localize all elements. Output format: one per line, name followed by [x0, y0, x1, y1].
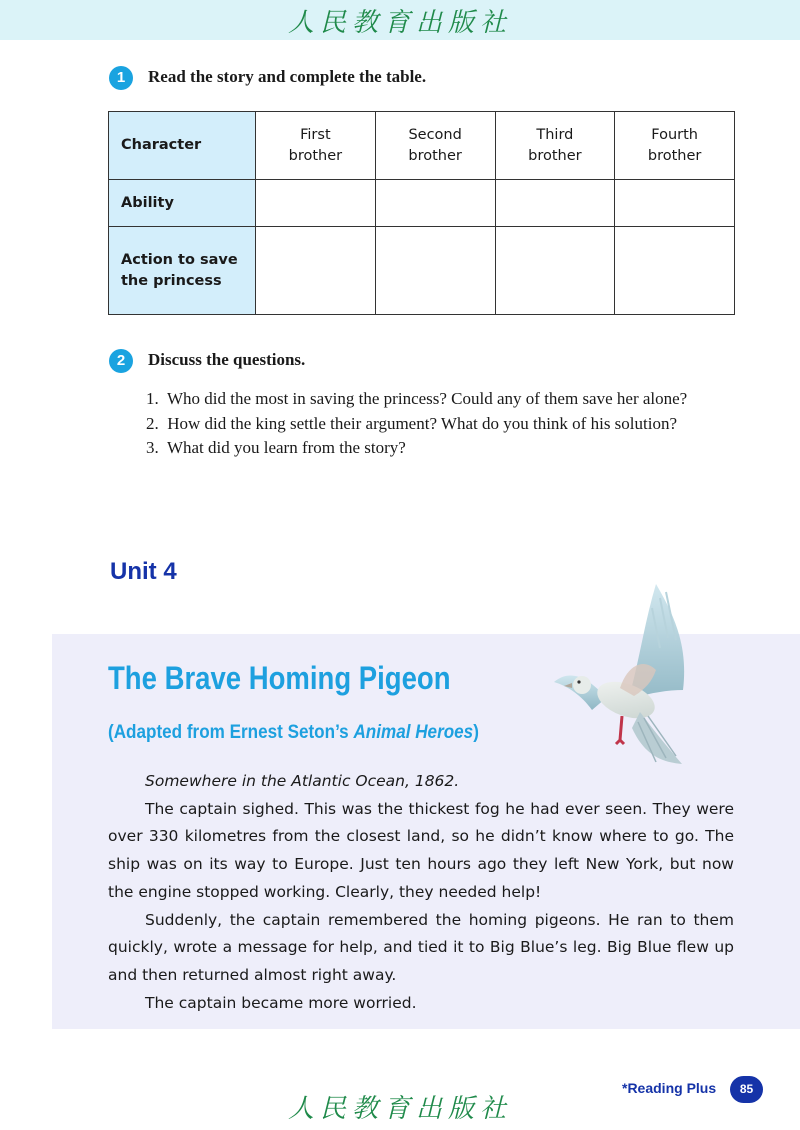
column-label-line: First — [300, 126, 331, 143]
table-header-row — [109, 112, 735, 180]
table-row-header: Ability — [109, 180, 256, 227]
unit-title: Unit 4 — [110, 558, 177, 585]
answer-cell[interactable] — [375, 180, 495, 227]
question-number: 2. — [146, 413, 159, 433]
table-column-header — [495, 112, 615, 180]
activity-instruction: Discuss the questions. — [148, 350, 306, 369]
column-label-line: Second — [408, 126, 462, 143]
question-item — [146, 436, 734, 461]
character-table — [108, 111, 735, 315]
question-text: How did the king settle their argument? What do you think of his solution? — [167, 413, 678, 433]
answer-cell[interactable] — [495, 227, 615, 315]
story-paragraph: The captain sighed. This was the thickest fog he had ever seen. They were over 330 kilometres from the closest land, so he didn’t know where to go. The ship was on its way to Europe. Just ten hours ago they left New York, but now the engine stopped working. Clearly, they needed help! — [108, 799, 734, 901]
answer-cell[interactable] — [495, 180, 615, 227]
column-label-line: Third — [536, 126, 574, 143]
story-subtitle — [108, 722, 479, 744]
question-text: What did you learn from the story? — [166, 438, 406, 457]
column-label-line: brother — [408, 147, 462, 164]
activity-number-badge: 1 — [109, 66, 133, 90]
answer-cell[interactable] — [256, 180, 376, 227]
publisher-logo: 人民教育出版社 — [287, 8, 512, 38]
question-item — [146, 387, 734, 412]
table-row — [109, 180, 735, 227]
question-number: 3. — [146, 438, 159, 457]
table-column-header — [615, 112, 735, 180]
table-row — [109, 227, 735, 315]
column-label-line: brother — [647, 147, 702, 164]
activity-instruction: Read the story and complete the table. — [148, 67, 427, 86]
table-column-header — [256, 112, 376, 180]
story-title: The Brave Homing Pigeon — [108, 660, 451, 696]
column-label-line: Fourth — [651, 126, 698, 143]
activity-number-badge: 2 — [109, 349, 133, 373]
story-paragraph: Suddenly, the captain remembered the homing pigeons. He ran to them quickly, wrote a message for help, and tied it to Big Blue’s leg. Big Blue flew up and then returned almost right away. — [108, 910, 734, 984]
subtitle-work-title: Animal Heroes — [353, 722, 474, 743]
answer-cell[interactable] — [256, 227, 376, 315]
story-body — [108, 768, 734, 1017]
question-list — [146, 387, 734, 461]
section-label: *Reading Plus — [622, 1080, 717, 1096]
page-number: 85 — [730, 1076, 763, 1103]
column-label-line: brother — [528, 147, 582, 164]
story-setting: Somewhere in the Atlantic Ocean, 1862. — [145, 772, 460, 790]
story-paragraph: The captain became more worried. — [145, 993, 417, 1012]
subtitle-prefix: (Adapted from Ernest Seton’s — [108, 722, 354, 743]
question-number: 1. — [146, 389, 159, 408]
subtitle-suffix: ) — [473, 722, 479, 743]
row-label-line: Action to save — [121, 251, 238, 268]
answer-cell[interactable] — [615, 227, 735, 315]
publisher-logo-footer: 人民教育出版社 — [287, 1094, 512, 1124]
question-item — [146, 412, 734, 437]
answer-cell[interactable] — [615, 180, 735, 227]
table-row-header: Character — [109, 112, 256, 180]
question-text: Who did the most in saving the princess? Could any of them save her alone? — [166, 389, 688, 408]
row-label-line: the princess — [121, 272, 222, 289]
table-column-header — [375, 112, 495, 180]
answer-cell[interactable] — [375, 227, 495, 315]
pigeon-illustration — [548, 578, 698, 778]
table-row-header — [109, 227, 256, 315]
column-label-line: brother — [288, 147, 343, 164]
